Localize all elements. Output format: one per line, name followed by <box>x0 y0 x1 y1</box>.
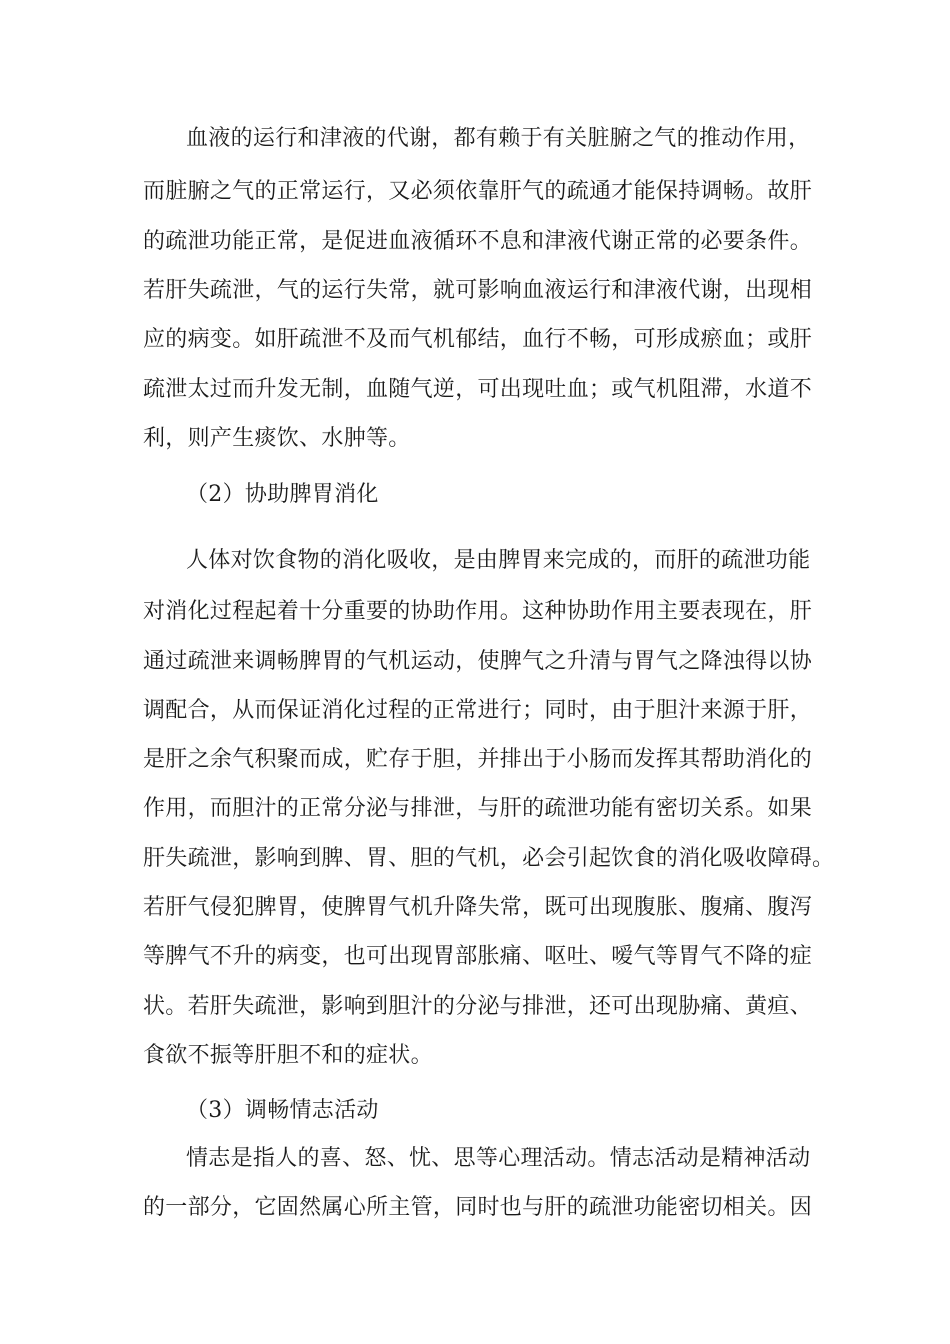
paragraph-line: 对消化过程起着十分重要的协助作用。这种协助作用主要表现在，肝 <box>143 599 813 624</box>
paragraph-line: 利，则产生痰饮、水肿等。 <box>143 426 411 451</box>
paragraph-line: 人体对饮食物的消化吸收，是由脾胃来完成的，而肝的疏泄功能 <box>186 548 811 573</box>
paragraph-line: 应的病变。如肝疏泄不及而气机郁结，血行不畅，可形成瘀血；或肝 <box>143 327 813 352</box>
paragraph-line: 疏泄太过而升发无制，血随气逆，可出现吐血；或气机阻滞，水道不 <box>143 377 813 402</box>
paragraph-line: 是肝之余气积聚而成，贮存于胆，并排出于小肠而发挥其帮助消化的 <box>143 747 813 772</box>
paragraph-line: 食欲不振等肝胆不和的症状。 <box>143 1043 433 1068</box>
paragraph-line: 而脏腑之气的正常运行，又必须依靠肝气的疏通才能保持调畅。故肝 <box>143 179 813 204</box>
paragraph-line: 的一部分，它固然属心所主管，同时也与肝的疏泄功能密切相关。因 <box>143 1195 813 1220</box>
paragraph-line: 的疏泄功能正常，是促进血液循环不息和津液代谢正常的必要条件。 <box>143 229 813 254</box>
paragraph-line: 情志是指人的喜、怒、忧、思等心理活动。情志活动是精神活动 <box>186 1146 811 1171</box>
paragraph-line: 等脾气不升的病变，也可出现胃部胀痛、呕吐、嗳气等胃气不降的症 <box>143 944 813 969</box>
paragraph-line: 作用，而胆汁的正常分泌与排泄，与肝的疏泄功能有密切关系。如果 <box>143 796 813 821</box>
section-heading: （2）协助脾胃消化 <box>186 482 379 507</box>
paragraph-line: 若肝气侵犯脾胃，使脾胃气机升降失常，既可出现腹胀、腹痛、腹泻 <box>143 895 813 920</box>
paragraph-line: 状。若肝失疏泄，影响到胆汁的分泌与排泄，还可出现胁痛、黄疸、 <box>143 994 813 1019</box>
paragraph-line: 通过疏泄来调畅脾胃的气机运动，使脾气之升清与胃气之降浊得以协 <box>143 649 813 674</box>
paragraph-line: 血液的运行和津液的代谢，都有赖于有关脏腑之气的推动作用， <box>186 126 811 151</box>
section-heading: （3）调畅情志活动 <box>186 1098 379 1123</box>
paragraph-line: 调配合，从而保证消化过程的正常进行；同时，由于胆汁来源于肝， <box>143 698 813 723</box>
paragraph-line: 若肝失疏泄，气的运行失常，就可影响血液运行和津液代谢，出现相 <box>143 278 813 303</box>
paragraph-line: 肝失疏泄，影响到脾、胃、胆的气机，必会引起饮食的消化吸收障碍。 <box>143 846 835 871</box>
